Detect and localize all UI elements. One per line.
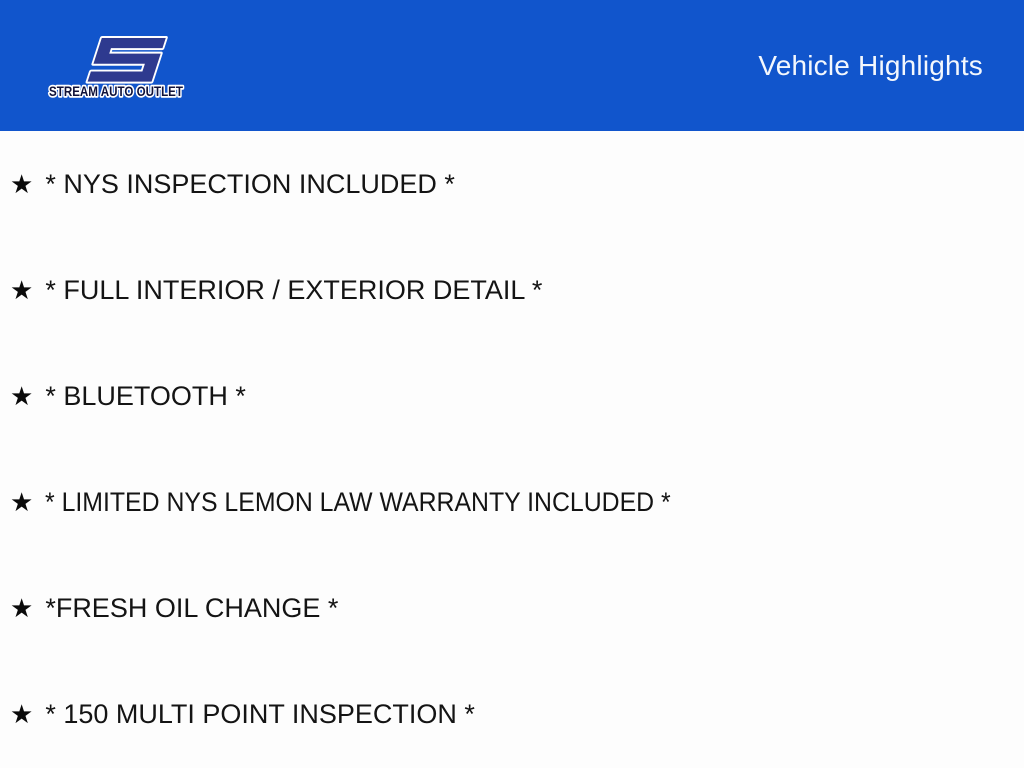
logo-brand-text: STREAM AUTO OUTLET: [49, 83, 184, 99]
highlight-label: * FULL INTERIOR / EXTERIOR DETAIL *: [45, 274, 543, 305]
highlights-list: [0, 131, 1024, 767]
stream-auto-outlet-logo: [44, 34, 194, 104]
highlight-item: [0, 449, 1024, 555]
highlight-item: [0, 343, 1024, 449]
star-icon: ★: [10, 487, 34, 517]
star-icon: ★: [10, 275, 34, 305]
star-icon: ★: [10, 593, 34, 623]
header-banner: [0, 0, 1024, 131]
highlight-label: * NYS INSPECTION INCLUDED *: [45, 168, 455, 199]
highlight-label: * 150 MULTI POINT INSPECTION *: [45, 698, 475, 729]
highlight-item: [0, 661, 1024, 767]
stream-s-logo-icon: [88, 38, 166, 82]
star-icon: ★: [10, 699, 34, 729]
star-icon: ★: [10, 169, 34, 199]
highlight-item: [0, 555, 1024, 661]
highlight-label: * BLUETOOTH *: [45, 380, 246, 411]
highlight-item: [0, 237, 1024, 343]
highlight-label: *FRESH OIL CHANGE *: [45, 592, 339, 623]
page-title: Vehicle Highlights: [758, 49, 983, 81]
highlight-label: * LIMITED NYS LEMON LAW WARRANTY INCLUDED *: [45, 486, 672, 517]
star-icon: ★: [10, 381, 34, 411]
highlight-item: [0, 131, 1024, 237]
